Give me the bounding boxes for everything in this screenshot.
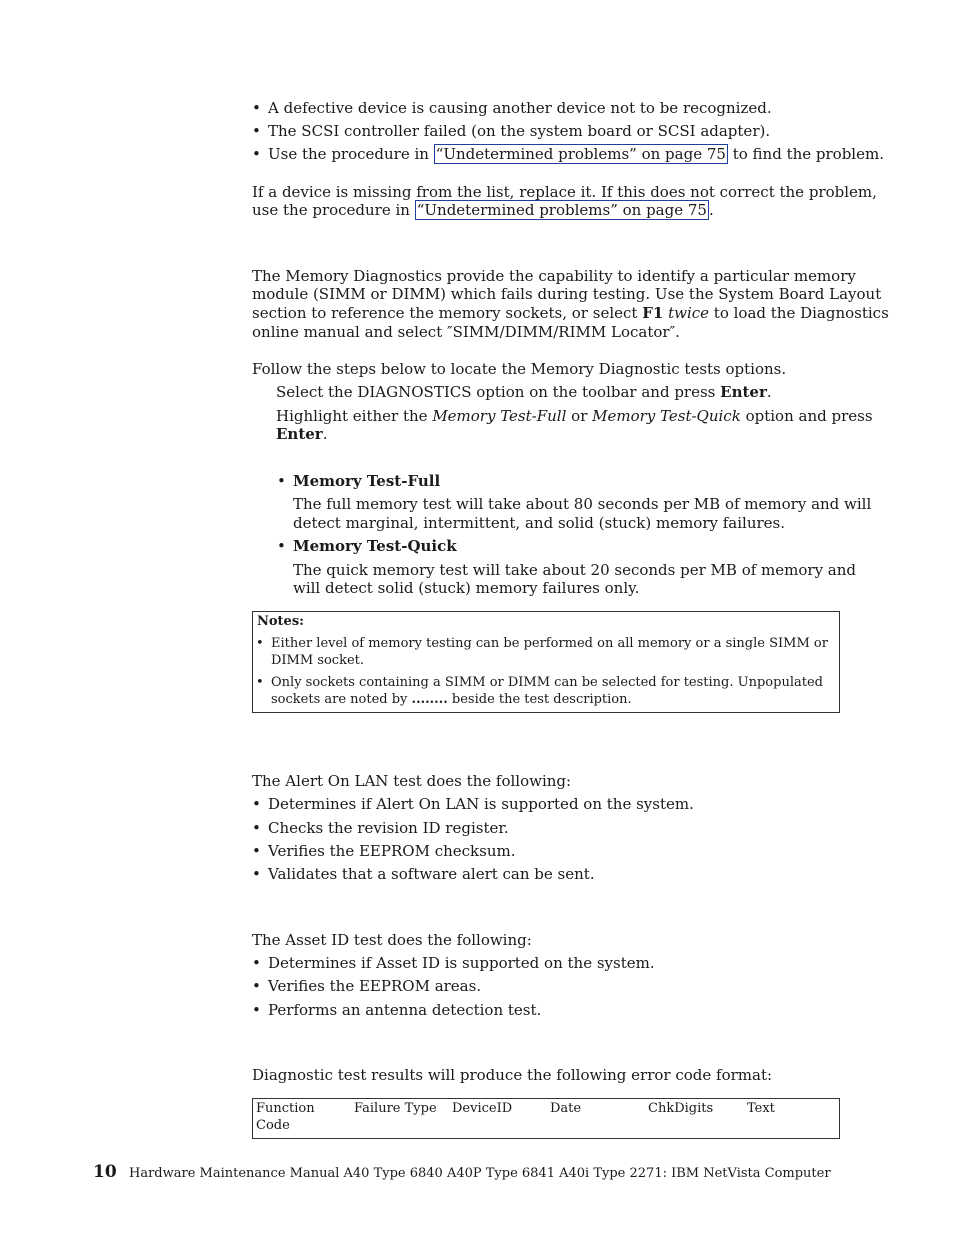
bullet-text: Validates that a software alert can be sent.: [268, 865, 595, 883]
paragraph-text: use the procedure in: [252, 201, 415, 219]
footer-text: Hardware Maintenance Manual A40 Type 6840 A40P Type 6841 A40i Type 2271: IBM NetVista Computer: [129, 1166, 831, 1181]
step-text: option and press: [740, 407, 873, 425]
memory-test-quick-term: Memory Test-Quick: [592, 407, 741, 425]
bullet-marker: •: [252, 842, 261, 860]
bullet-text-post: to find the problem.: [727, 145, 884, 163]
bullet-text: Verifies the EEPROM areas.: [268, 977, 482, 995]
test-description: The full memory test will take about 80 seconds per MB of memory and will: [293, 495, 872, 513]
memory-test-full-term: Memory Test-Full: [432, 407, 567, 425]
paragraph-text: .: [708, 201, 714, 219]
bullet-text: [268, 145, 884, 163]
bullet-marker: •: [252, 865, 261, 883]
bullet-marker: •: [252, 977, 261, 995]
paragraph-line: [252, 201, 714, 219]
bullet-text: Determines if Asset ID is supported on the system.: [268, 954, 655, 972]
error-code-table: [252, 1098, 840, 1139]
bullet-marker: •: [252, 1001, 261, 1019]
col-date: Date: [550, 1101, 582, 1116]
bullet-marker: •: [256, 636, 264, 651]
paragraph-line: online manual and select ″SIMM/DIMM/RIMM Locator″.: [252, 323, 680, 341]
bullet-marker: •: [252, 145, 261, 163]
bullet-marker: •: [252, 954, 261, 972]
bullet-marker: •: [252, 819, 261, 837]
undetermined-problems-link[interactable]: “Undetermined problems” on page 75: [435, 145, 726, 163]
notes-box: [252, 611, 840, 713]
step-text: Select the DIAGNOSTICS option on the toolbar and press: [276, 383, 721, 401]
bullet-text: Determines if Alert On LAN is supported on the system.: [268, 795, 694, 813]
enter-key: Enter: [276, 425, 323, 443]
note-text: DIMM socket.: [271, 653, 365, 668]
bullet-text-pre: Use the procedure in: [268, 145, 434, 163]
dots-marker: ........: [411, 692, 448, 707]
col-failure-type: Failure Type: [354, 1101, 437, 1116]
step-text: .: [322, 425, 328, 443]
step-text: or: [566, 407, 593, 425]
col-device-id: DeviceID: [452, 1101, 513, 1116]
bullet-text: A defective device is causing another device not to be recognized.: [268, 99, 772, 117]
bullet-text: The SCSI controller failed (on the system board or SCSI adapter).: [268, 122, 771, 140]
step-text: .: [766, 383, 772, 401]
undetermined-problems-link[interactable]: “Undetermined problems” on page 75: [416, 201, 707, 219]
f1-key: F1: [642, 304, 664, 322]
col-function-code: Function: [256, 1101, 315, 1116]
notes-title: Notes:: [257, 614, 304, 629]
paragraph-line: If a device is missing from the list, replace it. If this does not correct the problem,: [252, 183, 877, 201]
memory-test-full-title: Memory Test-Full: [293, 472, 441, 490]
bullet-marker: •: [252, 795, 261, 813]
step-text: Highlight either the: [276, 407, 433, 425]
test-description: The quick memory test will take about 20 seconds per MB of memory and: [293, 561, 857, 579]
col-chk-digits: ChkDigits: [648, 1101, 714, 1116]
note-text: Either level of memory testing can be performed on all memory or a single SIMM or: [271, 636, 828, 651]
note-text: [271, 691, 632, 708]
note-text: Only sockets containing a SIMM or DIMM can be selected for testing. Unpopulated: [271, 675, 823, 690]
bullet-marker: •: [256, 675, 264, 690]
asset-intro: The Asset ID test does the following:: [252, 931, 532, 949]
col-text: Text: [747, 1101, 775, 1116]
twice-text: twice: [668, 304, 710, 322]
page-number: 10: [93, 1162, 117, 1182]
paragraph-text: to load the Diagnostics: [709, 304, 889, 322]
bullet-marker: •: [252, 99, 261, 117]
enter-key: Enter: [720, 383, 767, 401]
error-code-intro: Diagnostic test results will produce the following error code format:: [252, 1066, 773, 1084]
test-description: detect marginal, intermittent, and solid (stuck) memory failures.: [293, 514, 786, 532]
note-text-pre: sockets are noted by: [271, 692, 412, 707]
alert-intro: The Alert On LAN test does the following:: [252, 772, 572, 790]
step-1: [276, 383, 772, 401]
bullet-marker: •: [252, 122, 261, 140]
col-function-code: Code: [256, 1118, 290, 1133]
follow-steps-line: Follow the steps below to locate the Memory Diagnostic tests options.: [252, 360, 787, 378]
bullet-text: Performs an antenna detection test.: [268, 1001, 542, 1019]
test-description: will detect solid (stuck) memory failures only.: [293, 579, 640, 597]
step-2: [276, 407, 873, 425]
paragraph-line: module (SIMM or DIMM) which fails during testing. Use the System Board Layout: [252, 285, 882, 303]
paragraph-line: The Memory Diagnostics provide the capability to identify a particular memory: [252, 267, 856, 285]
paragraph-text: section to reference the memory sockets, or select: [252, 304, 643, 322]
bullet-text: Verifies the EEPROM checksum.: [268, 842, 516, 860]
bullet-text: Checks the revision ID register.: [268, 819, 509, 837]
bullet-marker: •: [277, 472, 286, 490]
note-text-post: beside the test description.: [447, 692, 632, 707]
memory-test-quick-title: Memory Test-Quick: [293, 537, 457, 555]
paragraph-line: [252, 304, 889, 322]
step-2-cont: [276, 425, 328, 443]
bullet-marker: •: [277, 537, 286, 555]
